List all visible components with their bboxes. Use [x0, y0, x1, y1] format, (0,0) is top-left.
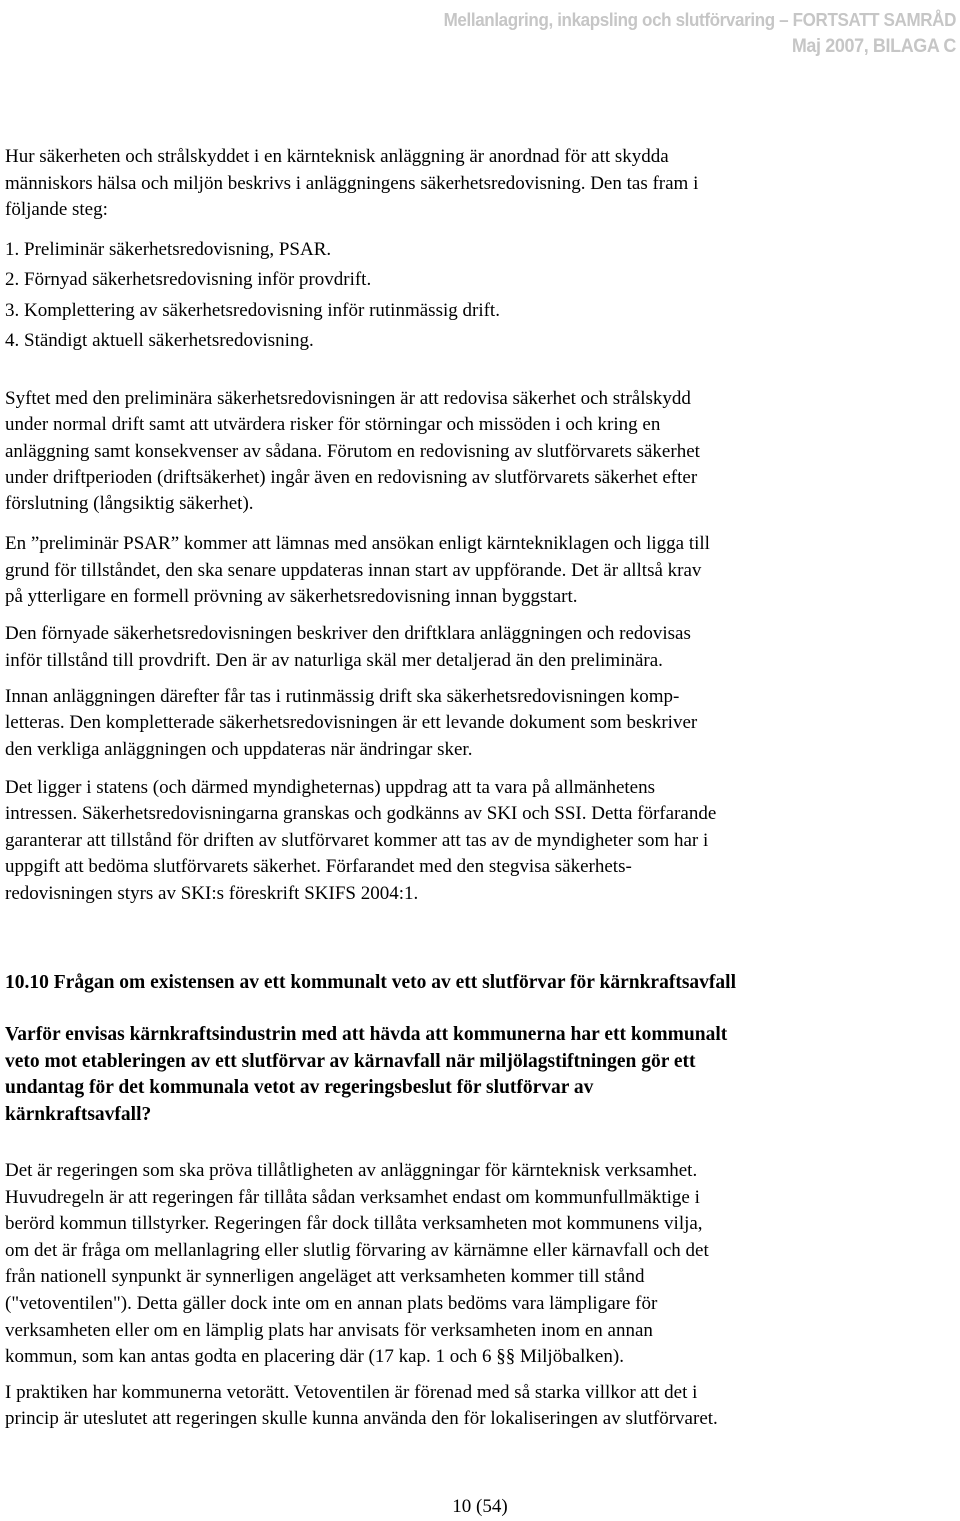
- page-number: 10 (54): [452, 1496, 508, 1517]
- text-line: om det är fråga om mellanlagring eller slutlig förvaring av kärnämne eller kärnavfall och det: [5, 1239, 709, 1261]
- text-line: förslutning (långsiktig säkerhet).: [5, 493, 254, 515]
- text-line: grund för tillståndet, den ska senare uppdateras innan start av uppförande. Det är alltså krav: [5, 559, 702, 581]
- text-line: Den förnyade säkerhetsredovisningen beskriver den driftklara anläggningen och redovisas: [5, 623, 691, 644]
- text-line: intressen. Säkerhetsredovisningarna granskas och godkänns av SKI och SSI. Detta förfarande: [5, 803, 717, 825]
- list-item: 1. Preliminär säkerhetsredovisning, PSAR.: [5, 239, 332, 260]
- text-line: på ytterligare en formell prövning av säkerhetsredovisning innan byggstart.: [5, 586, 578, 607]
- text-line: inför tillstånd till provdrift. Den är av naturliga skäl mer detaljerad än den preliminära.: [5, 649, 663, 671]
- text-line: Hur säkerheten och strålskyddet i en kärnteknisk anläggning är anordnad för att skydda: [5, 146, 669, 167]
- question-paragraph: [5, 1022, 955, 1128]
- text-line: En ”preliminär PSAR” kommer att lämnas med ansökan enligt kärntekniklagen och ligga till: [5, 533, 710, 554]
- text-line: kärnkraftsavfall?: [5, 1103, 152, 1125]
- section-heading: 10.10 Frågan om existensen av ett kommunalt veto av ett slutförvar för kärnkraftsavfall: [5, 972, 736, 993]
- text-line: berörd kommun tillstyrker. Regeringen får dock tillåta verksamheten mot kommunens vilja,: [5, 1213, 703, 1235]
- text-line: under driftperioden (driftsäkerhet) ingår även en redovisning av slutförvarets säkerhet efter: [5, 466, 698, 488]
- text-line: uppgift att bedöma slutförvarets säkerhet. Förfarandet med den stegvisa säkerhets-: [5, 856, 632, 878]
- text-line: Huvudregeln är att regeringen får tillåta sådan verksamhet endast om kommunfullmäktige i: [5, 1186, 700, 1208]
- renewed-report-paragraph: [5, 621, 955, 674]
- text-line: redovisningen styrs av SKI:s föreskrift SKIFS 2004:1.: [5, 882, 419, 904]
- state-mandate-paragraph: [5, 775, 955, 907]
- text-line: följande steg:: [5, 199, 108, 220]
- text-line: Varför envisas kärnkraftsindustrin med att hävda att kommunerna har ett kommunalt: [5, 1024, 728, 1045]
- purpose-paragraph: [5, 386, 955, 517]
- text-line: garanterar att tillstånd för driften av slutförvaret kommer att tas av de myndigheter som har i: [5, 829, 709, 851]
- text-line: Det är regeringen som ska pröva tillåtligheten av anläggningar för kärnteknisk verksamhet.: [5, 1160, 698, 1181]
- text-line: människors hälsa och miljön beskrivs i anläggningens säkerhetsredovisning. Den tas fram i: [5, 172, 699, 194]
- text-line: letteras. Den kompletterade säkerhetsredovisningen är ett levande dokument som beskriver: [5, 712, 698, 734]
- list-item: 2. Förnyad säkerhetsredovisning inför provdrift.: [5, 269, 372, 291]
- header-date: Maj 2007, BILAGA C: [791, 35, 956, 57]
- steps-list: [5, 235, 955, 357]
- text-line: Det ligger i statens (och därmed myndigheternas) uppdrag att ta vara på allmänhetens: [5, 777, 655, 798]
- header-title: Mellanlagring, inkapsling och slutförvaring – FORTSATT SAMRÅD: [443, 9, 956, 30]
- text-line: verksamheten eller om en lämplig plats har anvisats för verksamheten inom en annan: [5, 1319, 653, 1341]
- completion-paragraph: [5, 684, 955, 763]
- text-line: undantag för det kommunala vetot av regeringsbeslut för slutförvar av: [5, 1077, 594, 1098]
- text-line: anläggning samt konsekvenser av sådana. Förutom en redovisning av slutförvarets säkerhet: [5, 440, 700, 462]
- practice-paragraph: [5, 1380, 955, 1433]
- text-line: I praktiken har kommunerna vetorätt. Vetoventilen är förenad med så starka villkor att det i: [5, 1382, 698, 1403]
- text-line: veto mot etableringen av ett slutförvar av kärnavfall när miljölagstiftningen gör ett: [5, 1050, 696, 1072]
- government-paragraph: [5, 1158, 955, 1371]
- list-item: 3. Komplettering av säkerhetsredovisning inför rutinmässig drift.: [5, 299, 500, 321]
- text-line: Syftet med den preliminära säkerhetsredovisningen är att redovisa säkerhet och strålskydd: [5, 388, 691, 409]
- text-line: ("vetoventilen"). Detta gäller dock inte om en annan plats bedöms vara lämpligare för: [5, 1292, 658, 1314]
- psar-paragraph: [5, 531, 955, 611]
- text-line: kommun, som kan antas godta en placering där (17 kap. 1 och 6 §§ Miljöbalken).: [5, 1346, 624, 1368]
- text-line: Innan anläggningen därefter får tas i rutinmässig drift ska säkerhetsredovisningen komp-: [5, 686, 680, 707]
- text-line: princip är uteslutet att regeringen skulle kunna använda den för lokaliseringen av slutförvaret.: [5, 1408, 718, 1430]
- list-item: 4. Ständigt aktuell säkerhetsredovisning.: [5, 330, 314, 352]
- intro-paragraph: [5, 144, 955, 224]
- text-line: från nationell synpunkt är synnerligen angeläget att verksamheten kommer till stånd: [5, 1266, 645, 1288]
- text-line: under normal drift samt att utvärdera risker för störningar och missöden i och kring en: [5, 414, 661, 436]
- running-header: [444, 6, 956, 60]
- text-line: den verkliga anläggningen och uppdateras när ändringar sker.: [5, 738, 473, 760]
